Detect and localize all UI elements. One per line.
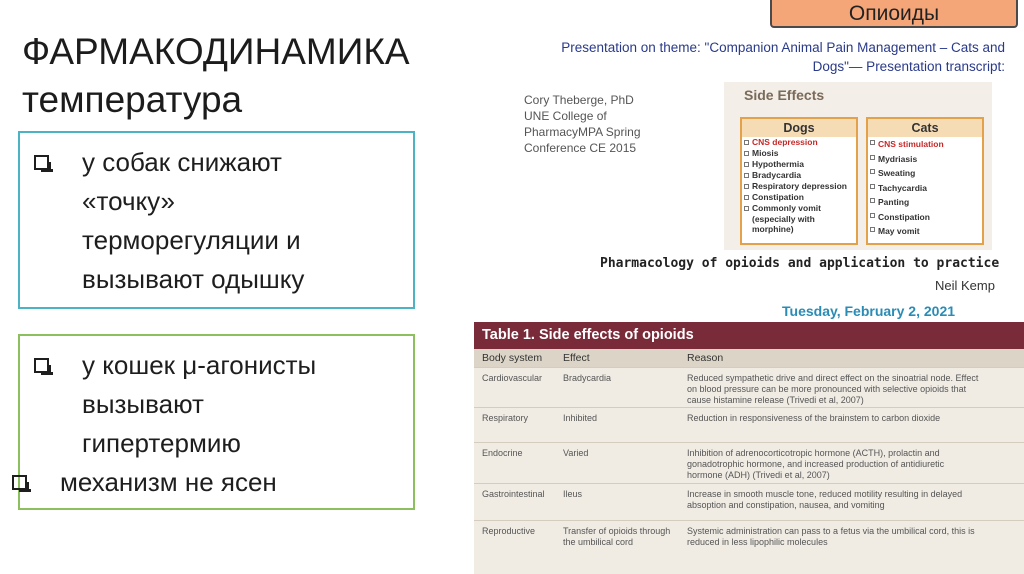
article-date: Tuesday, February 2, 2021: [782, 303, 956, 319]
cats-effect: Tachycardia: [868, 181, 982, 196]
checkbox-bullet-icon: [34, 358, 49, 373]
dogs-effect: Miosis: [742, 148, 856, 159]
table-row: [474, 442, 1024, 483]
bullet-item-cats: [20, 346, 413, 463]
table-row: [474, 367, 1024, 407]
bullet-line: «точку»: [82, 186, 175, 216]
bullet-item-dogs: [20, 143, 413, 299]
cell-system: Gastrointestinal: [482, 489, 545, 499]
header-body-system: Body system: [482, 352, 543, 364]
dogs-column: [740, 117, 858, 245]
checkbox-bullet-icon: [34, 155, 49, 170]
side-effects-table: [474, 322, 1024, 574]
cats-effect: Mydriasis: [868, 152, 982, 167]
cell-reason: [687, 413, 1017, 424]
reason-line: reduced in less lipophilic molecules: [687, 537, 828, 547]
cell-effect: Ileus: [563, 489, 583, 499]
reason-line: Reduced sympathetic drive and direct effect on the sinoatrial node. Effect: [687, 373, 979, 383]
checkbox-bullet-icon: [12, 475, 27, 490]
table-row: [474, 483, 1024, 520]
article-author: Neil Kemp: [935, 278, 995, 293]
cats-effect: Panting: [868, 195, 982, 210]
dogs-header: Dogs: [742, 119, 856, 137]
cats-effect: May vomit: [868, 224, 982, 239]
cats-header: Cats: [868, 119, 982, 137]
author-line: Cory Theberge, PhD: [524, 93, 634, 107]
table-title: Table 1. Side effects of opioids: [474, 322, 1024, 349]
side-effects-title: Side Effects: [744, 87, 825, 103]
cell-system: Reproductive: [482, 526, 536, 536]
reason-line: hormone (ADH) (Trivedi et al, 2007): [687, 470, 830, 480]
title-line-1: ФАРМАКОДИНАМИКА: [22, 31, 410, 72]
cell-effect: Inhibited: [563, 413, 598, 423]
reason-line: on blood pressure can be more pronounced with selective opioids that: [687, 384, 967, 394]
cats-column: [866, 117, 984, 245]
cats-effect: Constipation: [868, 210, 982, 225]
cell-effect: Varied: [563, 448, 589, 458]
cats-effect: CNS stimulation: [868, 137, 982, 152]
dogs-effect: Constipation: [742, 192, 856, 203]
author-info: [524, 92, 641, 156]
dogs-effect: Commonly vomit: [742, 203, 856, 214]
cell-reason: [687, 373, 1017, 406]
table-row: [474, 407, 1024, 442]
presentation-line-2: Dogs"— Presentation transcript:: [812, 59, 1005, 74]
reason-line: Increase in smooth muscle tone, reduced motility resulting in delayed: [687, 489, 963, 499]
bullet-line: терморегуляции и: [82, 225, 301, 255]
reason-line: gonadotrophic hormone, and increased production of antidiuretic: [687, 459, 945, 469]
dogs-effect: Respiratory depression: [742, 181, 856, 192]
table-row: [474, 520, 1024, 561]
cell-reason: [687, 448, 1017, 481]
cats-text-box: [18, 334, 415, 510]
dogs-effect-note: morphine): [752, 224, 794, 234]
cell-reason: [687, 489, 1017, 511]
dogs-effect-note: (especially with: [752, 214, 815, 224]
table-header-row: [474, 349, 1024, 367]
presentation-line-1: Presentation on theme: "Companion Animal Pain Management – Cats and: [561, 40, 1005, 55]
cats-effect: Sweating: [868, 166, 982, 181]
bullet-line: механизм не ясен: [60, 467, 277, 497]
dogs-effect: CNS depression: [742, 137, 856, 148]
topic-badge: Опиоиды: [770, 0, 1018, 28]
cell-effect: Bradycardia: [563, 373, 612, 383]
article-title: Pharmacology of opioids and application to practice: [600, 256, 1000, 271]
header-reason: Reason: [687, 352, 724, 364]
reason-line: cause histamine release (Trivedi et al, 2007): [687, 395, 864, 405]
title-line-2: температура: [22, 79, 243, 120]
reason-line: Reduction in responsiveness of the brainstem to carbon dioxide: [687, 413, 941, 423]
bullet-line: у собак снижают: [82, 147, 282, 177]
dogs-text-box: [18, 131, 415, 309]
cell-reason: [687, 526, 1017, 548]
bullet-line: у кошек μ-агонисты: [82, 350, 317, 380]
bullet-line: вызывают: [82, 389, 204, 419]
side-effects-image: [724, 82, 992, 250]
reason-line: Systemic administration can pass to a fetus via the umbilical cord, this is: [687, 526, 975, 536]
slide-title: [22, 28, 410, 124]
cell-effect: Transfer of opioids through the umbilical cord: [563, 526, 671, 547]
header-effect: Effect: [563, 352, 590, 364]
author-line: Conference CE 2015: [524, 141, 637, 155]
bullet-item-mechanism: [0, 463, 413, 502]
cell-system: Respiratory: [482, 413, 529, 423]
reason-line: Inhibition of adrenocorticotropic hormone (ACTH), prolactin and: [687, 448, 940, 458]
dogs-effect: Hypothermia: [742, 159, 856, 170]
author-line: UNE College of: [524, 109, 607, 123]
cell-system: Cardiovascular: [482, 373, 543, 383]
bullet-line: вызывают одышку: [82, 264, 305, 294]
reason-line: absoption and constipation, nausea, and vomiting: [687, 500, 885, 510]
author-line: PharmacyMPA Spring: [524, 125, 641, 139]
cell-system: Endocrine: [482, 448, 523, 458]
bullet-line: гипертермию: [82, 428, 241, 458]
dogs-effect: Bradycardia: [742, 170, 856, 181]
presentation-source: [480, 38, 1005, 76]
